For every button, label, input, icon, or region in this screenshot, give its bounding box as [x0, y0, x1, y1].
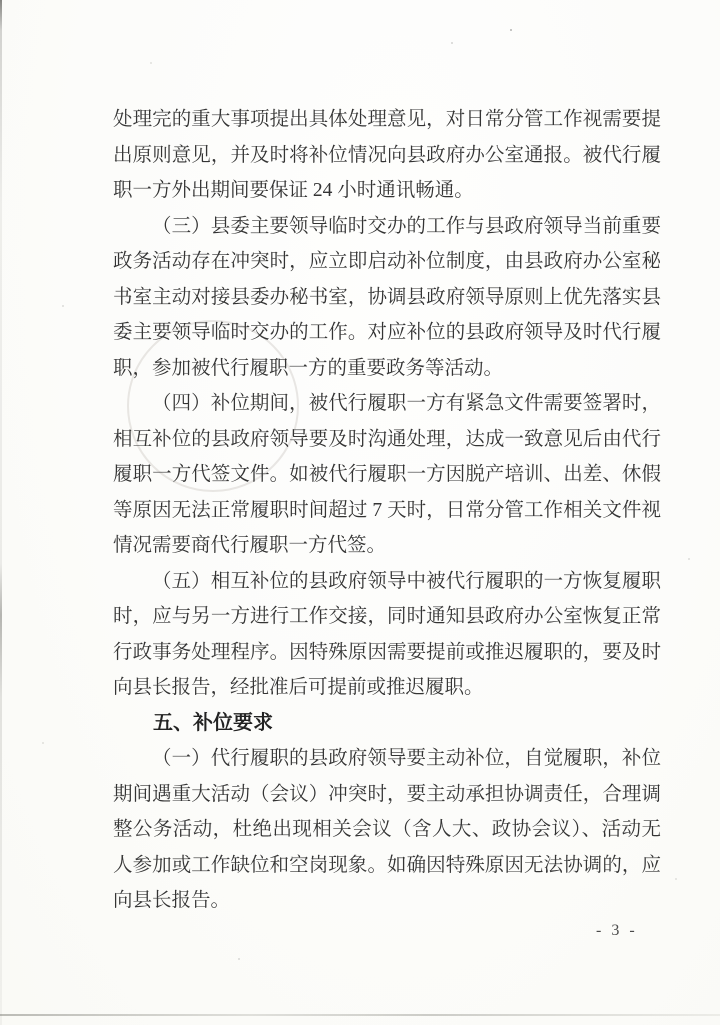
- paragraph-item-four: （四）补位期间，被代行履职一方有紧急文件需要签署时，相互补位的县政府领导要及时沟通处理，达成一致意见后由代行履职一方代签文件。如被代行履职一方因脱产培训、出差、休假等原因无法正常履职时间超过 7 天时，日常分管工作相关文件视情况需要商代行履职一方代签。: [113, 393, 661, 556]
- scan-edge-bottom: [0, 1014, 720, 1016]
- paragraph-item-one: （一）代行履职的县政府领导要主动补位，自觉履职，补位期间遇重大活动（会议）冲突时，要主动承担协调责任，合理调整公务活动，杜绝出现相关会议（含人大、政协会议）、活动无人参加或工作缺位和空岗现象。如确因特殊原因无法协调的，应向县长报告。: [113, 748, 661, 911]
- document-body: [113, 102, 661, 919]
- paragraph-item-five: （五）相互补位的县政府领导中被代行履职的一方恢复履职时，应与另一方进行工作交接，同时通知县政府办公室恢复正常行政事务处理程序。因特殊原因需要提前或推迟履职的，要及时向县长报告，经批准后可提前或推迟履职。: [113, 570, 661, 698]
- paragraph-continued: 处理完的重大事项提出具体处理意见，对日常分管工作视需要提出原则意见，并及时将补位情况向县政府办公室通报。被代行履职一方外出期间要保证 24 小时通讯畅通。: [113, 109, 661, 201]
- section-heading-five: 五、补位要求: [153, 711, 273, 734]
- paragraph-item-three: （三）县委主要领导临时交办的工作与县政府领导当前重要政务活动存在冲突时，应立即启动补位制度，由县政府办公室秘书室主动对接县委办秘书室，协调县政府领导原则上优先落实县委主要领导临时交办的工作。对应补位的县政府领导及时代行履职，参加被代行履职一方的重要政务等活动。: [113, 215, 661, 379]
- scan-speckles: [0, 0, 2, 2]
- scan-edge-left: [0, 0, 2, 1025]
- page-number: - 3 -: [596, 922, 638, 939]
